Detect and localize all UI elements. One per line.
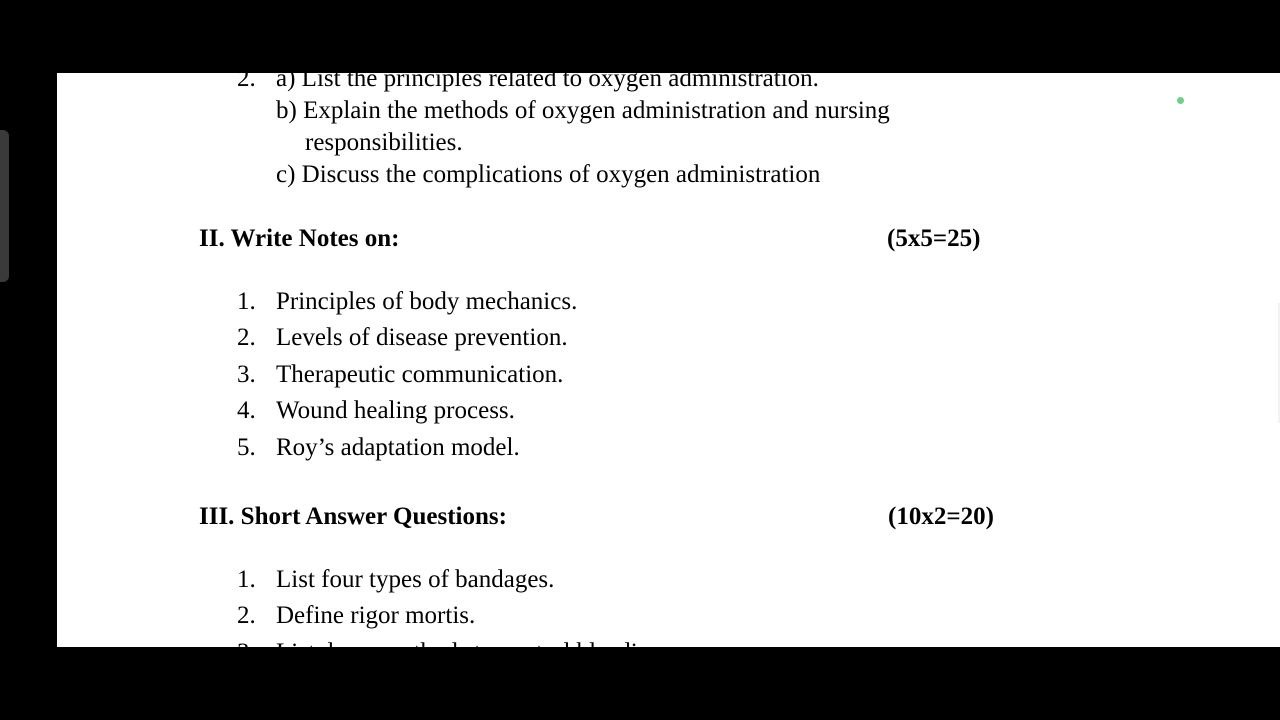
section-3-item-1-number: 1.	[237, 566, 256, 593]
question-2-number: 2.	[237, 65, 256, 92]
section-2-item-4: Wound healing process.	[276, 397, 515, 424]
document-page	[57, 65, 1280, 666]
section-2-title: II. Write Notes on:	[199, 225, 400, 252]
section-3-title: III. Short Answer Questions:	[199, 503, 507, 530]
section-2-item-2: Levels of disease prevention.	[276, 324, 568, 351]
question-2b-line1: b) Explain the methods of oxygen administration and nursing	[276, 97, 890, 124]
touch-indicator-dot	[1177, 97, 1184, 104]
question-2a: a) List the principles related to oxygen administration.	[276, 65, 819, 92]
section-2-item-5: Roy’s adaptation model.	[276, 434, 520, 461]
section-2-item-2-number: 2.	[237, 324, 256, 351]
section-2-item-1-number: 1.	[237, 288, 256, 315]
section-3-marks: (10x2=20)	[888, 503, 994, 530]
section-3-item-3: List down methods to control bleeding.	[276, 639, 670, 666]
question-2c: c) Discuss the complications of oxygen administration	[276, 161, 821, 188]
section-2-marks: (5x5=25)	[887, 225, 981, 252]
section-3-item-2-number: 2.	[237, 602, 256, 629]
section-2-item-3: Therapeutic communication.	[276, 361, 564, 388]
section-2-item-4-number: 4.	[237, 397, 256, 424]
section-3-item-3-number: 3.	[237, 639, 256, 666]
side-panel-handle[interactable]	[0, 130, 9, 282]
section-3-item-2: Define rigor mortis.	[276, 602, 476, 629]
section-2-item-3-number: 3.	[237, 361, 256, 388]
section-2-item-1: Principles of body mechanics.	[276, 288, 578, 315]
question-2b-line2: responsibilities.	[305, 129, 463, 156]
section-2-item-5-number: 5.	[237, 434, 256, 461]
section-3-item-1: List four types of bandages.	[276, 566, 555, 593]
